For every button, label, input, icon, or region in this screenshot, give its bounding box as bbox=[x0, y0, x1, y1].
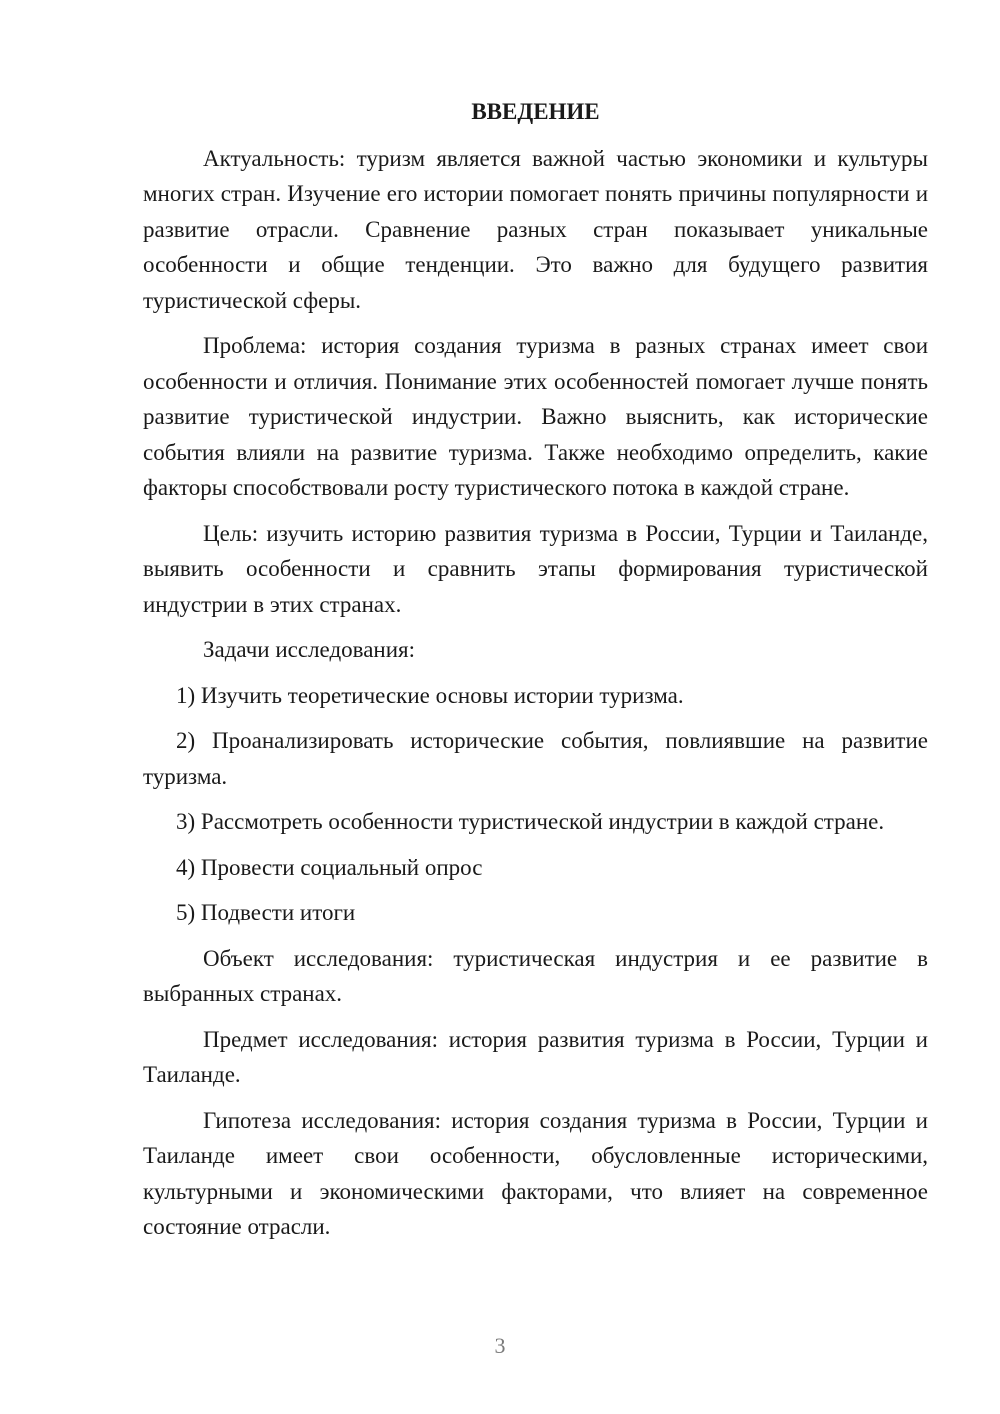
task-item-4: 4) Провести социальный опрос bbox=[176, 854, 483, 880]
task-item-3: 3) Рассмотреть особенности туристической индустрии в каждой стране. bbox=[176, 809, 885, 834]
paragraph-object: Объект исследования: туристическая индустрия и ее развитие в выбранных странах. bbox=[143, 945, 928, 1006]
paragraph-relevance: Актуальность: туризм является важной частью экономики и культуры многих стран. Изучение его истории помогает понять причины популярности и развитие отрасли. Сравнение разных стран показывает уникальные особенности и общие тенденции. Это важно для будущего развития туристической сферы. bbox=[143, 145, 928, 313]
page-number: 3 bbox=[494, 1333, 506, 1358]
task-item-5: 5) Подвести итоги bbox=[176, 900, 356, 925]
task-item-2: 2) Проанализировать исторические события, повлиявшие на развитие туризма. bbox=[143, 728, 928, 789]
task-item-1: 1) Изучить теоретические основы истории туризма. bbox=[176, 682, 684, 708]
paragraph-subject: Предмет исследования: история развития туризма в России, Турции и Таиланде. bbox=[143, 1026, 928, 1087]
paragraph-problem: Проблема: история создания туризма в разных странах имеет свои особенности и отличия. Понимание этих особенностей помогает лучше понять развитие туристической индустрии. Важно выяснить, как исторические события влияли на развитие туризма. Также необходимо определить, какие факторы способствовали росту туристического потока в каждой стране. bbox=[143, 333, 928, 500]
document-body bbox=[143, 94, 928, 1255]
paragraph-hypothesis: Гипотеза исследования: история создания туризма в России, Турции и Таиланде имеет свои особенности, обусловленные историческими, культурными и экономическими факторами, что влияет на современное состояние отрасли. bbox=[143, 1107, 928, 1239]
tasks-heading: Задачи исследования: bbox=[203, 637, 416, 662]
section-title: ВВЕДЕНИЕ bbox=[471, 99, 600, 124]
paragraph-goal: Цель: изучить историю развития туризма в России, Турции и Таиланде, выявить особенности и сравнить этапы формирования туристической индустрии в этих странах. bbox=[143, 520, 928, 617]
